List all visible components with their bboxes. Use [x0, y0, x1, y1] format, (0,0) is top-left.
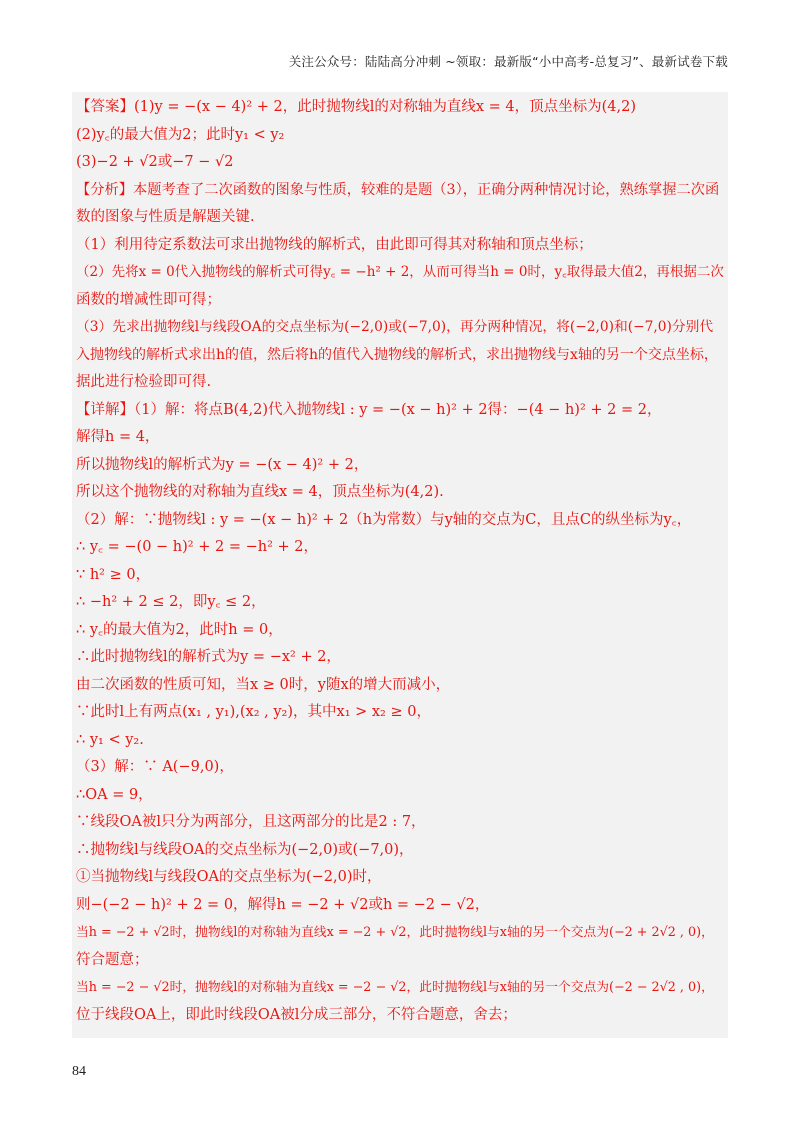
detail-line-8: ∴ −h² + 2 ≤ 2，即y꜀ ≤ 2，: [76, 594, 266, 610]
detail-line-15: ∴OA = 9，: [76, 786, 153, 803]
detail-line-19: 则−(−2 − h)² + 2 = 0，解得h = −2 + √2或h = −2 − √2，: [76, 896, 490, 913]
detail-line-5: （2）解：∵抛物线l : y = −(x − h)² + 2（h为常数）与y轴的交点为C，且点C的纵坐标为y꜀，: [76, 511, 692, 528]
detail-line-20: 当h = −2 + √2时，抛物线l的对称轴为直线x = −2 + √2，此时抛物线l与x轴的另一个交点为(−2 + 2√2 , 0)，: [76, 925, 714, 940]
analysis-line-1: 【分析】本题考查了二次函数的图象与性质，较难的是题（3），正确分两种情况讨论，熟练掌握二次函: [76, 181, 720, 198]
analysis-line-2: 数的图象与性质是解题关键.: [76, 209, 255, 225]
detail-line-23: 位于线段OA上，即此时线段OA被l分成三部分，不符合题意，舍去；: [76, 1006, 517, 1023]
detail-line-16: ∵线段OA被l只分为两部分，且这两部分的比是2 : 7，: [76, 814, 426, 830]
analysis-line-5: 函数的增减性即可得；: [76, 291, 221, 308]
detail-line-1: 【详解】（1）解：将点B(4,2)代入抛物线l : y = −(x − h)² + 2得：−(4 − h)² + 2 = 2，: [76, 401, 662, 418]
detail-line-17: ∴抛物线l与线段OA的交点坐标为(−2,0)或(−7,0)，: [76, 841, 414, 858]
answer-line-2: (2)y꜀的最大值为2；此时y₁ < y₂: [76, 126, 285, 143]
detail-line-13: ∴ y₁ < y₂.: [76, 731, 144, 748]
detail-line-11: 由二次函数的性质可知，当x ≥ 0时，y随x的增大而减小，: [76, 676, 451, 693]
answer-line-1: 【答案】(1)y = −(x − 4)² + 2，此时抛物线l的对称轴为直线x = 4，顶点坐标为(4,2): [76, 99, 637, 115]
detail-line-6: ∴ y꜀ = −(0 − h)² + 2 = −h² + 2，: [76, 539, 318, 555]
detail-line-22: 当h = −2 − √2时，抛物线l的对称轴为直线x = −2 − √2，此时抛物线l与x轴的另一个交点为(−2 − 2√2 , 0)，: [76, 980, 714, 995]
detail-line-18: ①当抛物线l与线段OA的交点坐标为(−2,0)时，: [76, 869, 382, 885]
analysis-line-8: 据此进行检验即可得.: [76, 374, 212, 390]
analysis-line-7: 入抛物线的解析式求出h的值，然后将h的值代入抛物线的解析式，求出抛物线与x轴的另一个交点坐标，: [76, 346, 718, 363]
detail-line-7: ∵ h² ≥ 0，: [76, 566, 151, 583]
page-header: 关注公众号：陆陆高分冲刺 ~领取：最新版“小中高考-总复习”、最新试卷下载: [288, 54, 728, 69]
detail-line-21: 符合题意；: [76, 951, 149, 968]
detail-line-14: （3）解：∵ A(−9,0)，: [76, 759, 234, 775]
detail-line-2: 解得h = 4，: [76, 429, 160, 445]
detail-line-3: 所以抛物线l的解析式为y = −(x − 4)² + 2，: [76, 456, 369, 473]
solution-content: [72, 92, 728, 1038]
detail-line-9: ∴ y꜀的最大值为2，此时h = 0，: [76, 621, 283, 638]
analysis-line-4: （2）先将x = 0代入抛物线的解析式可得y꜀ = −h² + 2，从而可得当h = 0时，y꜀取得最大值2，再根据二次: [76, 264, 724, 280]
detail-line-4: 所以这个抛物线的对称轴为直线x = 4，顶点坐标为(4,2).: [76, 484, 444, 500]
answer-line-3: (3)−2 + √2或−7 − √2: [76, 154, 234, 170]
detail-line-10: ∴此时抛物线l的解析式为y = −x² + 2，: [76, 649, 341, 665]
analysis-line-3: （1）利用待定系数法可求出抛物线的解析式，由此即可得其对称轴和顶点坐标；: [76, 236, 593, 253]
page-number: 84: [72, 1064, 86, 1079]
analysis-line-6: （3）先求出抛物线l与线段OA的交点坐标为(−2,0)或(−7,0)，再分两种情况，将(−2,0)和(−7,0)分别代: [76, 319, 714, 335]
detail-line-12: ∵此时l上有两点(x₁ , y₁),(x₂ , y₂)，其中x₁ > x₂ ≥ 0，: [76, 704, 431, 720]
